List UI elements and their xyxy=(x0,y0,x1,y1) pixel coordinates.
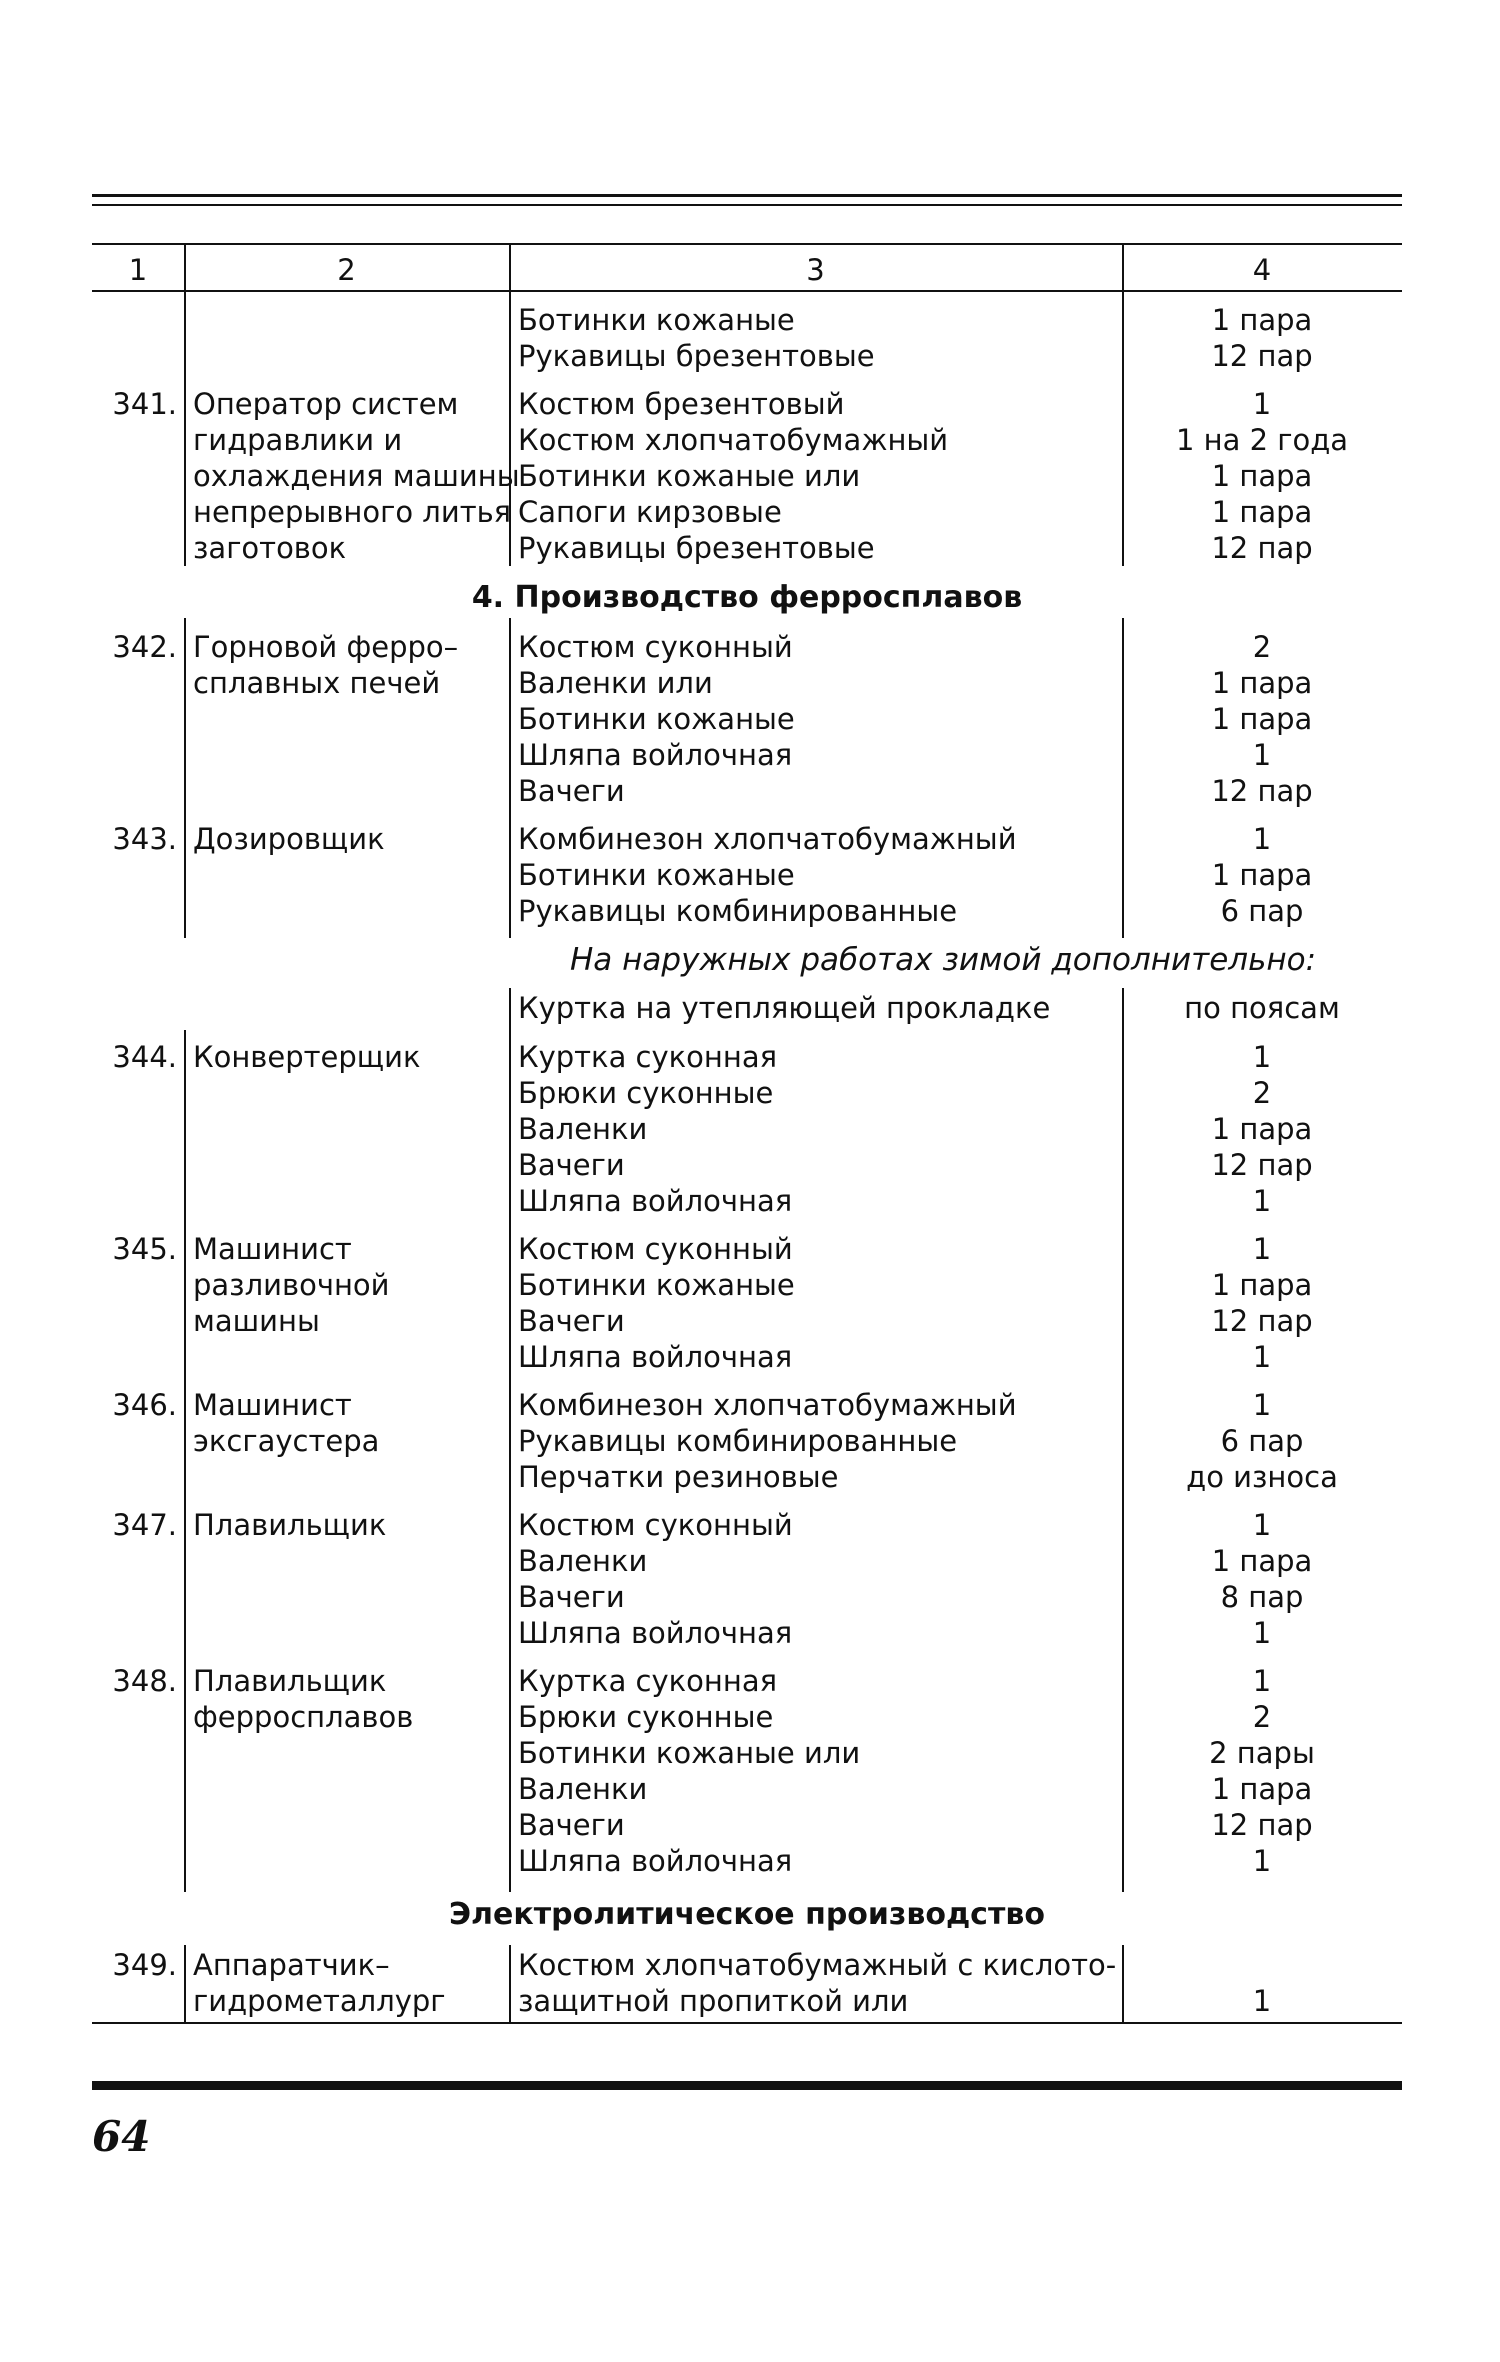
item-name: Сапоги кирзовые xyxy=(518,495,782,529)
item-qty: 1 пара xyxy=(1211,702,1313,736)
item-qty: 1 xyxy=(1252,1616,1272,1650)
item-name: Вачеги xyxy=(518,1808,625,1842)
item-qty: 12 пар xyxy=(1211,339,1313,373)
job-title: Машинист xyxy=(193,1388,352,1422)
col-divider xyxy=(1122,243,1124,290)
col-divider xyxy=(184,618,186,938)
item-name: Ботинки кожаные или xyxy=(518,459,861,493)
top-rule xyxy=(92,194,1402,197)
item-qty: 1 пара xyxy=(1211,495,1313,529)
item-name: Костюм хлопчатобумажный xyxy=(518,423,949,457)
header-col-1: 1 xyxy=(128,253,148,287)
row-number: 342. xyxy=(112,630,177,664)
item-qty: по поясам xyxy=(1184,991,1340,1025)
col-divider xyxy=(184,243,186,290)
job-title: эксгаустера xyxy=(193,1424,380,1458)
row-number: 346. xyxy=(112,1388,177,1422)
item-name: Костюм брезентовый xyxy=(518,387,845,421)
item-qty: 1 xyxy=(1252,1388,1272,1422)
col-divider xyxy=(184,1945,186,2022)
item-qty: 12 пар xyxy=(1211,1148,1313,1182)
item-name: Вачеги xyxy=(518,1580,625,1614)
item-qty: 12 пар xyxy=(1211,1304,1313,1338)
item-qty: 1 пара xyxy=(1211,459,1313,493)
item-name: Рукавицы брезентовые xyxy=(518,531,875,565)
item-name: Шляпа войлочная xyxy=(518,1184,793,1218)
item-qty: 1 пара xyxy=(1211,1544,1313,1578)
job-title: машины xyxy=(193,1304,320,1338)
job-title: Машинист xyxy=(193,1232,352,1266)
item-name: Ботинки кожаные или xyxy=(518,1736,861,1770)
job-title: разливочной xyxy=(193,1268,390,1302)
job-title: Горновой ферро– xyxy=(193,630,459,664)
job-title: ферросплавов xyxy=(193,1700,414,1734)
item-name: Ботинки кожаные xyxy=(518,1268,795,1302)
item-name: Рукавицы брезентовые xyxy=(518,339,875,373)
item-qty: 6 пар xyxy=(1220,1424,1304,1458)
job-title: гидравлики и xyxy=(193,423,403,457)
item-name: защитной пропиткой или xyxy=(518,1984,909,2018)
job-title: сплавных печей xyxy=(193,666,441,700)
item-name: Валенки xyxy=(518,1112,648,1146)
header-bottom-line xyxy=(92,290,1402,292)
item-qty: 2 пары xyxy=(1209,1736,1315,1770)
item-qty: 12 пар xyxy=(1211,774,1313,808)
item-name: Комбинезон хлопчатобумажный xyxy=(518,822,1017,856)
col-divider xyxy=(509,618,511,938)
item-qty: 8 пар xyxy=(1220,1580,1304,1614)
item-qty: 6 пар xyxy=(1220,894,1304,928)
item-name: Куртка суконная xyxy=(518,1664,778,1698)
item-name: Костюм суконный xyxy=(518,1232,793,1266)
item-qty: 2 xyxy=(1252,1700,1272,1734)
item-qty: 1 xyxy=(1252,1232,1272,1266)
job-title: непрерывного литья xyxy=(193,495,512,529)
item-name: Брюки суконные xyxy=(518,1076,774,1110)
item-qty: до износа xyxy=(1186,1460,1338,1494)
job-title: Плавильщик xyxy=(193,1664,387,1698)
item-name: Рукавицы комбинированные xyxy=(518,1424,958,1458)
item-name: Куртка суконная xyxy=(518,1040,778,1074)
item-qty: 12 пар xyxy=(1211,531,1313,565)
row-number: 347. xyxy=(112,1508,177,1542)
item-qty: 1 xyxy=(1252,1508,1272,1542)
header-col-2: 2 xyxy=(337,253,356,287)
item-name: Шляпа войлочная xyxy=(518,1340,793,1374)
item-name: Брюки суконные xyxy=(518,1700,774,1734)
header-top-line xyxy=(92,243,1402,245)
row-number: 344. xyxy=(112,1040,177,1074)
item-qty: 1 на 2 года xyxy=(1175,423,1349,457)
item-qty: 1 xyxy=(1252,1664,1272,1698)
item-name: Рукавицы комбинированные xyxy=(518,894,958,928)
job-title: Аппаратчик– xyxy=(193,1948,390,1982)
col-divider xyxy=(509,243,511,290)
item-name: Ботинки кожаные xyxy=(518,303,795,337)
col-divider xyxy=(509,1945,511,2022)
item-name: Вачеги xyxy=(518,774,625,808)
row-number: 345. xyxy=(112,1232,177,1266)
table-bottom-line xyxy=(92,2022,1402,2024)
job-title: гидрометаллург xyxy=(193,1984,446,2018)
header-col-4: 4 xyxy=(1252,253,1272,287)
top-rule-thin xyxy=(92,204,1402,206)
item-qty: 1 пара xyxy=(1211,1112,1313,1146)
item-qty: 1 xyxy=(1252,1184,1272,1218)
item-name: Куртка на утепляющей прокладке xyxy=(518,991,1051,1025)
item-qty: 2 xyxy=(1252,1076,1272,1110)
section-heading: 4. Производство ферросплавов xyxy=(471,580,1023,615)
item-name: Костюм суконный xyxy=(518,630,793,664)
item-qty: 1 xyxy=(1252,1340,1272,1374)
item-qty: 1 пара xyxy=(1211,858,1313,892)
row-number: 343. xyxy=(112,822,177,856)
item-qty: 1 пара xyxy=(1211,666,1313,700)
job-title: Дозировщик xyxy=(193,822,385,856)
item-name: Валенки xyxy=(518,1544,648,1578)
item-qty: 1 xyxy=(1252,387,1272,421)
footer-rule xyxy=(92,2081,1402,2090)
job-title: Плавильщик xyxy=(193,1508,387,1542)
job-title: заготовок xyxy=(193,531,347,565)
item-name: Шляпа войлочная xyxy=(518,1616,793,1650)
item-name: Комбинезон хлопчатобумажный xyxy=(518,1388,1017,1422)
item-qty: 12 пар xyxy=(1211,1808,1313,1842)
job-title: охлаждения машины xyxy=(193,459,520,493)
row-number: 341. xyxy=(112,387,177,421)
col-divider xyxy=(184,290,186,566)
item-name: Перчатки резиновые xyxy=(518,1460,839,1494)
row-number: 349. xyxy=(112,1948,177,1982)
item-name: Валенки xyxy=(518,1772,648,1806)
item-qty: 2 xyxy=(1252,630,1272,664)
item-name: Вачеги xyxy=(518,1304,625,1338)
job-title: Оператор систем xyxy=(193,387,459,421)
item-name: Шляпа войлочная xyxy=(518,738,793,772)
item-qty: 1 пара xyxy=(1211,1268,1313,1302)
job-title: Конвертерщик xyxy=(193,1040,421,1074)
section-heading: Электролитическое производство xyxy=(449,1897,1045,1932)
col-divider xyxy=(184,1030,186,1892)
item-name: Ботинки кожаные xyxy=(518,702,795,736)
item-name: Ботинки кожаные xyxy=(518,858,795,892)
row-number: 348. xyxy=(112,1664,177,1698)
item-qty: 1 xyxy=(1252,1844,1272,1878)
item-qty: 1 пара xyxy=(1211,303,1313,337)
item-name: Костюм хлопчатобумажный с кислото- xyxy=(518,1948,1117,1982)
item-qty: 1 xyxy=(1252,1984,1272,2018)
col-divider xyxy=(509,988,511,1030)
item-name: Вачеги xyxy=(518,1148,625,1182)
col-divider xyxy=(509,1030,511,1892)
item-qty: 1 xyxy=(1252,1040,1272,1074)
item-name: Шляпа войлочная xyxy=(518,1844,793,1878)
item-qty: 1 xyxy=(1252,738,1272,772)
item-qty: 1 пара xyxy=(1211,1772,1313,1806)
page-number: 64 xyxy=(92,2112,151,2161)
item-name: Валенки или xyxy=(518,666,713,700)
item-name: Костюм суконный xyxy=(518,1508,793,1542)
item-qty: 1 xyxy=(1252,822,1272,856)
header-col-3: 3 xyxy=(806,253,825,287)
note-text: На наружных работах зимой дополнительно: xyxy=(570,942,1317,978)
